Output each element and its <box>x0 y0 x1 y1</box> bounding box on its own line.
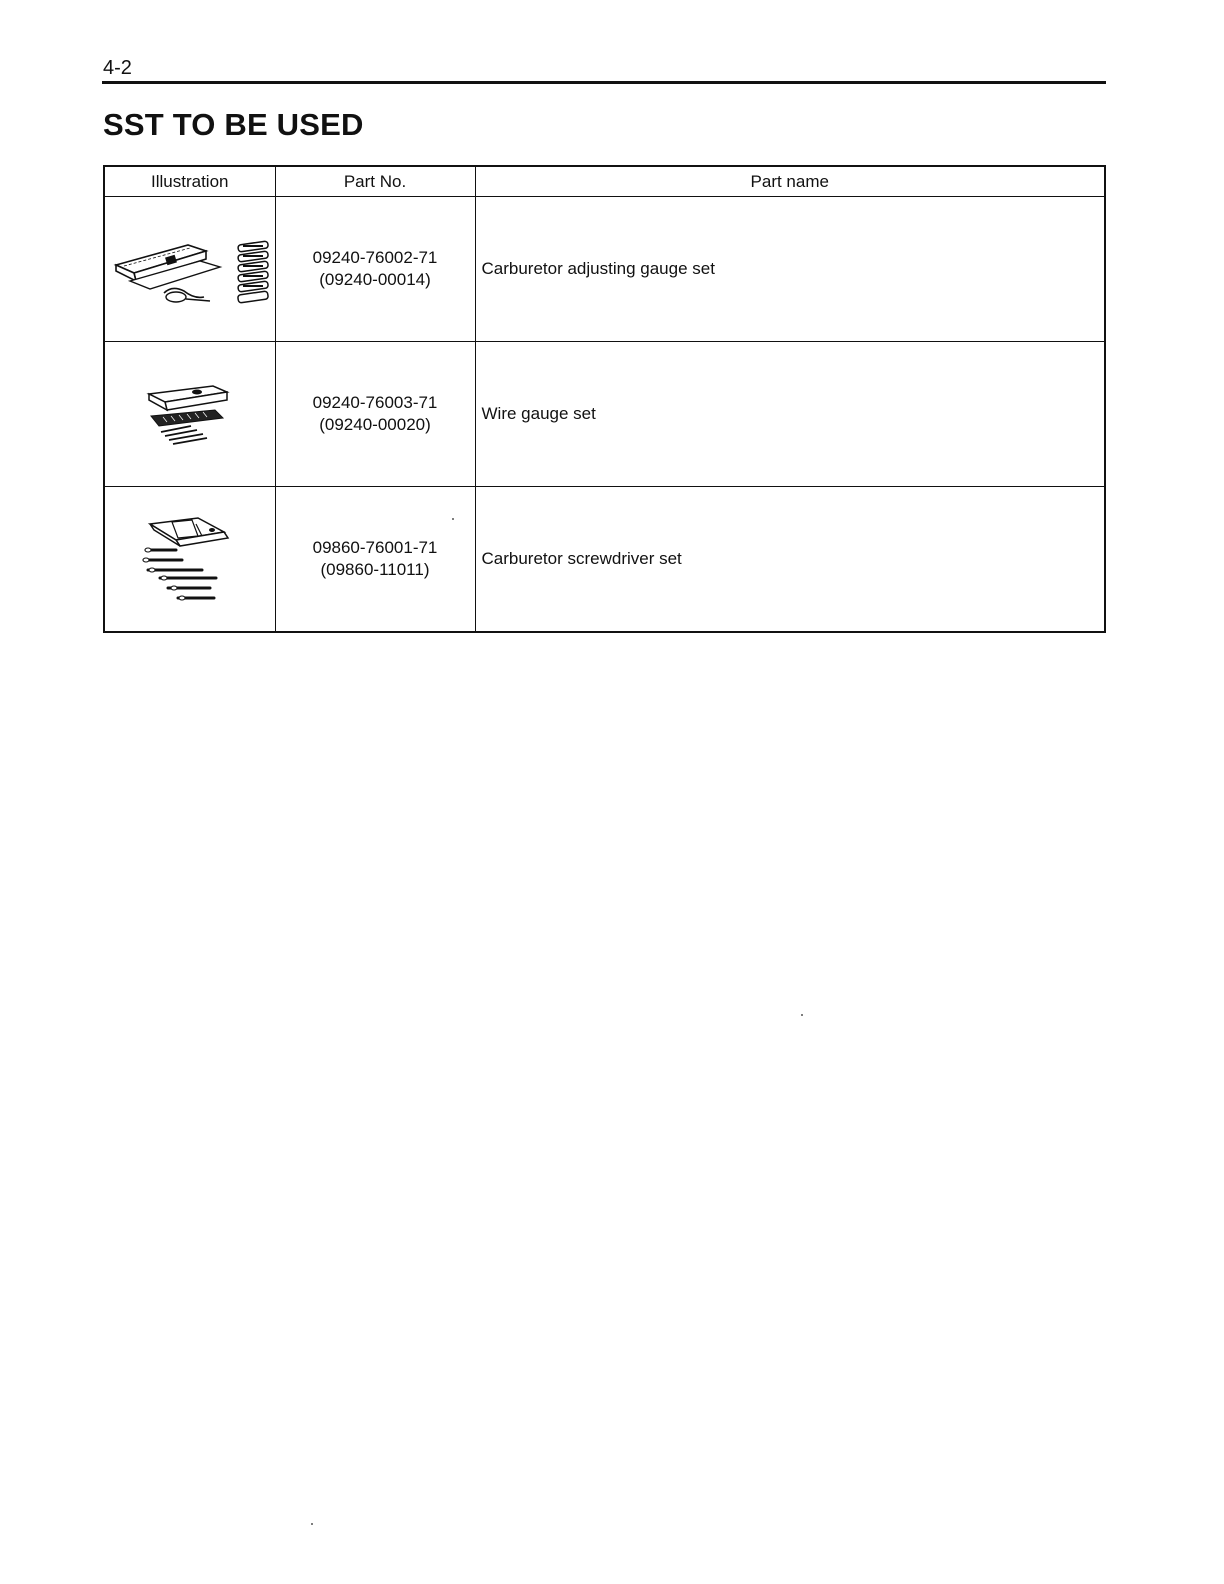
wire-gauge-set-illustration <box>135 374 245 454</box>
scan-speck <box>311 1523 313 1525</box>
part-number: 09240-76003-71 <box>312 393 438 412</box>
table-row <box>104 342 1105 487</box>
part-number-alt: (09860-11011) <box>320 560 430 579</box>
part-name-cell: Wire gauge set <box>475 342 1105 487</box>
page-title: SST TO BE USED <box>103 107 364 142</box>
scan-speck <box>801 1014 803 1016</box>
part-number-cell <box>275 487 475 633</box>
part-number-cell <box>275 197 475 342</box>
column-header-illustration: Illustration <box>104 166 275 197</box>
part-number-cell <box>275 342 475 487</box>
column-header-part-name: Part name <box>475 166 1105 197</box>
header-rule <box>102 81 1106 84</box>
illustration-cell <box>104 342 275 487</box>
part-number: 09860-76001-71 <box>312 538 438 557</box>
illustration-cell <box>104 487 275 633</box>
sst-table <box>103 165 1106 633</box>
part-name-cell: Carburetor adjusting gauge set <box>475 197 1105 342</box>
scan-speck <box>452 518 454 520</box>
column-header-part-no: Part No. <box>275 166 475 197</box>
page-number: 4-2 <box>103 57 132 79</box>
table-row <box>104 487 1105 633</box>
table-row <box>104 197 1105 342</box>
part-number-alt: (09240-00020) <box>319 415 431 434</box>
illustration-cell <box>104 197 275 342</box>
part-number: 09240-76002-71 <box>312 248 438 267</box>
part-number-alt: (09240-00014) <box>319 270 431 289</box>
carburetor-adjusting-gauge-set-illustration <box>110 229 270 309</box>
part-name-cell: Carburetor screwdriver set <box>475 487 1105 633</box>
carburetor-screwdriver-set-illustration <box>130 514 250 604</box>
table-header-row <box>104 166 1105 197</box>
